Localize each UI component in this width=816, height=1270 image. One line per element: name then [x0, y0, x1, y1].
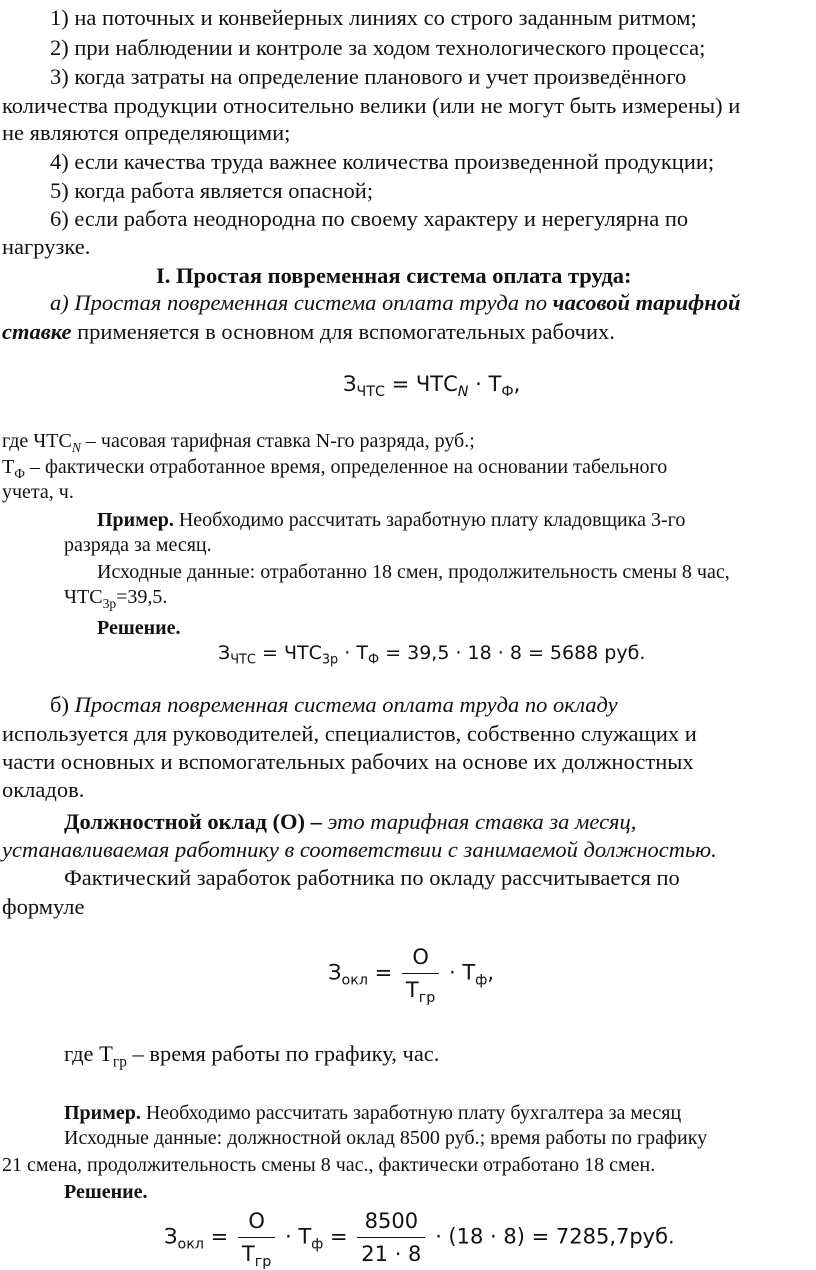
paragraph-b-line-1: б) Простая повременная система оплата труда по окладу [50, 692, 618, 717]
example-1-label: Пример. [97, 509, 174, 531]
formula-salary-fraction: $\frac{О}{Т_{гр}}$ [402, 944, 439, 1003]
paragraph-a-italic: а) Простая повременная система оплата труда по [50, 290, 553, 315]
example-1-line-2: разряда за месяц. [64, 534, 212, 556]
example-2-data-line-2: 21 смена, продолжительность смены 8 час., фактически отработано 18 смен. [2, 1154, 656, 1176]
definition-line-1: Должностной оклад (О) – это тарифная ставка за месяц, [64, 809, 637, 834]
example-1-calculation: $З_{ЧТС} = ЧТС_{3р} \cdot Т_Ф = 39,5 \cdot 18 \cdot 8 = 5688$ руб. [218, 642, 646, 668]
definition-line-2: устанавливаемая работнику в соответствии с занимаемой должностью. [2, 837, 717, 862]
list-item-6-line-2: нагрузке. [2, 234, 91, 259]
where-line-2: $Т_Ф$ – фактически отработанное время, определенное на основании табельного [2, 456, 668, 481]
list-item-1: 1) на поточных и конвейерных линиях со строго заданным ритмом; [50, 5, 697, 30]
list-item-5: 5) когда работа является опасной; [50, 178, 374, 203]
example-1-solution-label: Решение. [97, 617, 181, 639]
paragraph-b-line-2: используется для руководителей, специалистов, собственно служащих и [2, 721, 697, 746]
list-item-3-line-1: 3) когда затраты на определение планового и учет произведённого [50, 64, 687, 89]
example-2-solution-label: Решение. [64, 1181, 148, 1203]
paragraph-a-term-cont: ставке [2, 319, 72, 344]
paragraph-a-rest: применяется в основном для вспомогательных рабочих. [71, 319, 615, 344]
section-heading: I. Простая повременная система оплата труда: [156, 263, 632, 288]
paragraph-a-term: часовой тарифной [552, 290, 741, 315]
list-item-3-line-3: не являются определяющими; [2, 120, 291, 145]
paragraph-a-line-2 [2, 318, 615, 346]
example-2-line-1: Пример. Необходимо рассчитать заработную плату бухгалтера за месяц [64, 1102, 682, 1124]
where-line-1: где $ЧТС_N$ – часовая тарифная ставка N-го разряда, руб.; [2, 430, 475, 455]
paragraph-b-line-3: части основных и вспомогательных рабочих на основе их должностных [2, 749, 694, 774]
example-1-data-line-1: Исходные данные: отработанно 18 смен, продолжительность смены 8 час, [97, 561, 730, 583]
example-2-calculation: $З_{окл}$ = $\frac{О}{Т_{гр}}$ ⋅ $Т_ф$ = $\frac{8500}{21 \cdot 8}$ ⋅ (18 ⋅ 8) = 7285,7руб. [164, 1209, 675, 1270]
example-2-data-line-1: Исходные данные: должностной оклад 8500 руб.; время работы по графику [64, 1127, 708, 1149]
where-line-3: где $Т_{гр}$ – время работы по графику, час. [64, 1041, 440, 1071]
paragraph-b-line-4: окладов. [2, 777, 85, 802]
formula-hourly-wage: $З_{ЧТС} = ЧТС_N \cdot Т_Ф$, [343, 372, 521, 400]
example-2-label: Пример. [64, 1102, 141, 1124]
formula-salary: $З_{окл}$ = $\frac{О}{Т_{гр}}$ ⋅ $Т_ф$, [328, 945, 495, 1006]
actual-earnings-line-1: Фактический заработок работника по окладу рассчитывается по [64, 865, 680, 890]
list-item-3-line-2: количества продукции относительно велики (или не могут быть измерены) и [2, 93, 741, 118]
example-1-data-line-2: $ЧТС_{3р}=39,5$. [64, 586, 168, 611]
list-item-2: 2) при наблюдении и контроле за ходом технологического процесса; [50, 35, 706, 60]
definition-term: Должностной оклад (О) – [64, 809, 322, 834]
paragraph-a-line-1 [50, 289, 741, 317]
where-line-2-cont: учета, ч. [2, 481, 74, 503]
list-item-6-line-1: 6) если работа неоднородна по своему характеру и нерегулярна по [50, 206, 689, 231]
actual-earnings-line-2: формуле [2, 894, 85, 919]
list-item-4: 4) если качества труда важнее количества произведенной продукции; [50, 149, 715, 174]
example-1-line-1: Пример. Необходимо рассчитать заработную плату кладовщика 3-го [97, 509, 686, 531]
